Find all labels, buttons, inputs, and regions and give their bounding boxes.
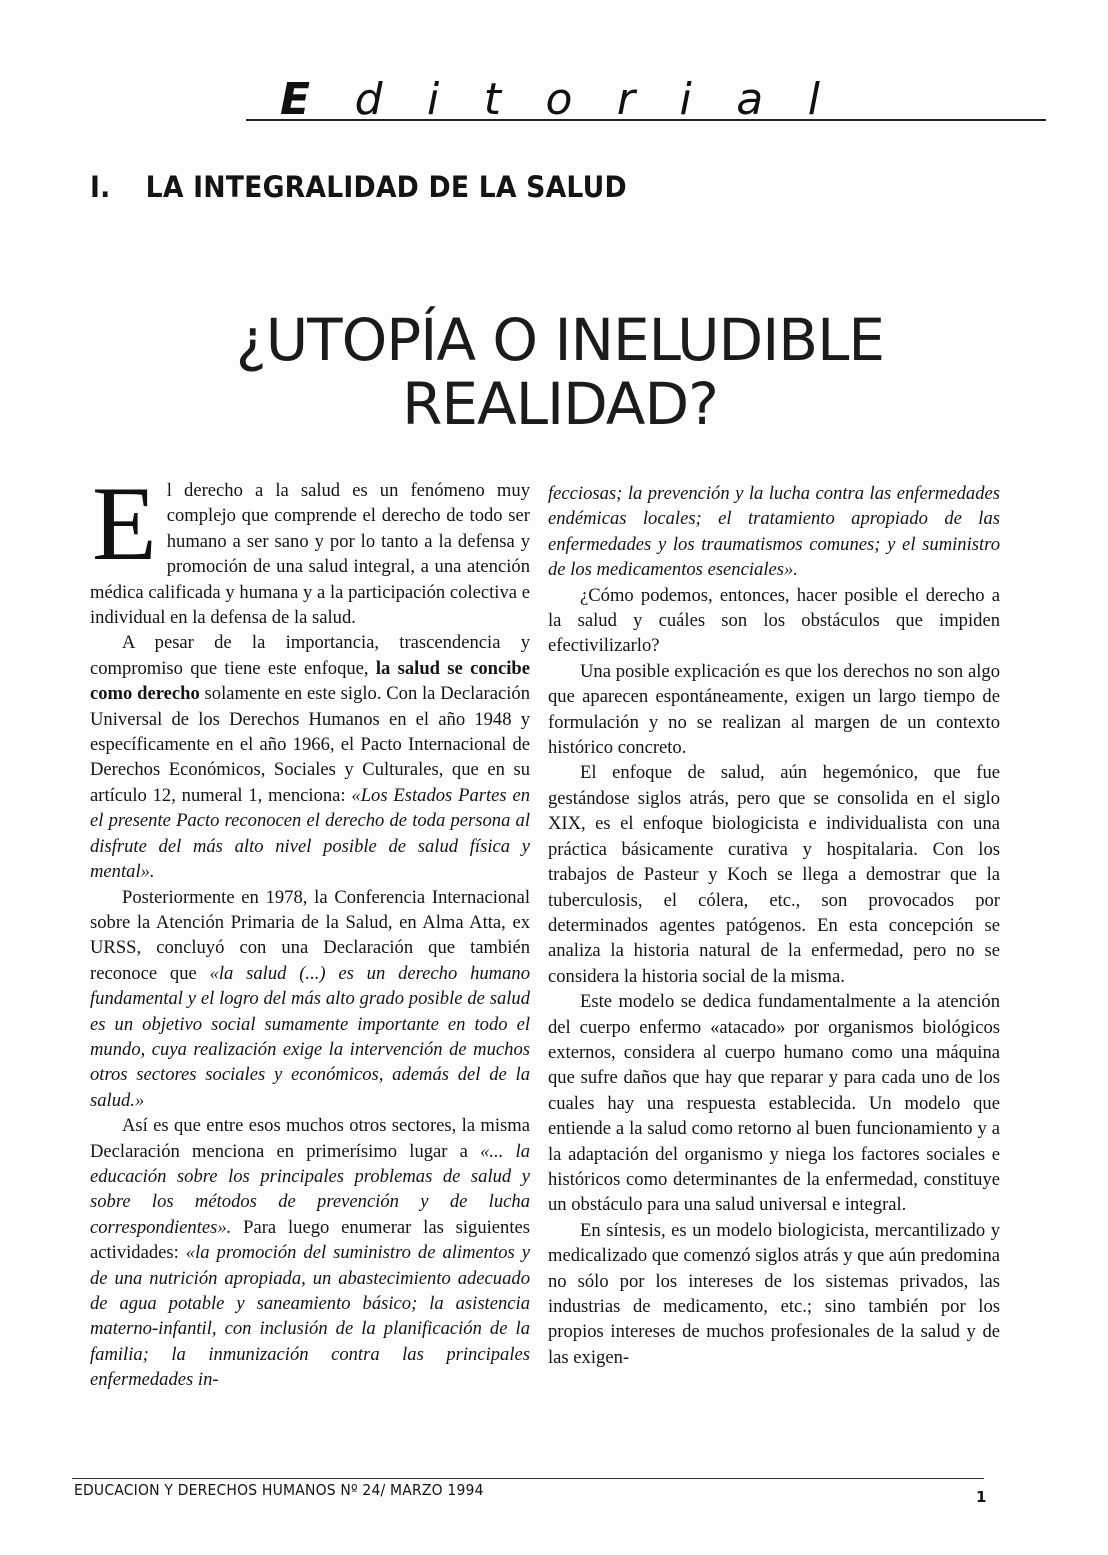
left-column: [90, 465, 531, 1393]
footer-rule: [72, 1478, 984, 1479]
paragraph: Este modelo se dedica fundamentalmente a la atención del cuerpo enfermo «atacado» por organismos biológicos externos, considera al cuerpo humano como una máquina que sufre daños que hay que reparar y para cada uno de los cuales hay una respuesta establecida. Un modelo que entiende a la salud como retorno al buen funcionamiento y a la adaptación del organismo y niega los factores sociales e históricos como determinantes de la enfermedad, constituye un obstáculo para una salud universal e integral.: [548, 991, 1000, 1216]
paragraph: Una posible explicación es que los derechos no son algo que aparecen espontáneamente, exigen un largo tiempo de formulación y no se realizan al margen de un contexto histórico concreto.: [548, 660, 1000, 759]
paragraph-text: Así es que entre esos muchos otros sectores, la misma Declaración menciona en primerísimo lugar a: [90, 1115, 530, 1162]
article-title-line: REALIDAD?: [402, 370, 718, 438]
header-letter: t: [483, 74, 501, 125]
header-letter: i: [679, 74, 692, 125]
section-heading: [90, 170, 627, 204]
header-letter: d: [354, 74, 383, 125]
header-letter: o: [545, 74, 573, 125]
paragraph-text: A pesar de la importancia, trascendencia y compromiso que tiene este enfoque,: [90, 632, 530, 679]
page-number: 1: [976, 1488, 987, 1506]
quotation: «la salud (...) es un derecho humano fundamental y el logro del más alto grado posible de salud es un objetivo social sumamente importante en todo el mundo, cuya realización exige la intervención de muchos otros sectores sociales y económicos, además del de la salud.»: [90, 962, 530, 1111]
paragraph: [90, 885, 530, 1114]
publication-footer: EDUCACION Y DERECHOS HUMANOS Nº 24/ MARZO 1994: [74, 1481, 484, 1499]
paragraph: [90, 630, 530, 884]
paragraph: [548, 481, 1000, 583]
editorial-header: [280, 74, 820, 125]
paragraph-text: solamente en este siglo. Con la Declaración Universal de los Derechos Humanos en el año 1948 y específicamente en el año 1966, el Pacto Internacional de Derechos Económicos, Sociales y Culturales, que en su artículo 12, numeral 1, menciona:: [90, 683, 530, 806]
paragraph-text: l derecho a la salud es un fenómeno muy complejo que comprende el derecho de todo ser humano a ser sano y por lo tanto a la defensa y promoción de una salud integral, a una atención médica calificada y humana y a la participación colectiva e individual en la defensa de la salud.: [90, 480, 530, 629]
paragraph: [90, 1113, 530, 1392]
paragraph-text: Posteriormente en 1978, la Conferencia Internacional sobre la Atención Primaria de la Salud, en Alma Atta, ex URSS, concluyó con una Declaración que también reconoce que: [90, 886, 530, 984]
paragraph: El enfoque de salud, aún hegemónico, que fue gestándose siglos atrás, pero que se consolida en el siglo XIX, es el enfoque biologicista e individualista con una práctica básicamente curativa y hospitalaria. Con los trabajos de Pasteur y Koch se llega a demostrar que la tuberculosis, el cólera, etc., son provocados por determinados agentes patógenos. En esta concepción se analiza la historia natural de la enfermedad, pero no se considera la historia social de la misma.: [548, 762, 1000, 987]
header-letter: l: [807, 74, 820, 125]
right-column: [548, 481, 1000, 1370]
section-title: LA INTEGRALIDAD DE LA SALUD: [145, 170, 627, 204]
drop-cap: E: [92, 465, 157, 582]
header-letter: r: [616, 74, 636, 125]
header-letter: E: [280, 74, 311, 125]
header-letter: a: [736, 74, 764, 125]
quotation: «la promoción del suministro de alimentos y de una nutrición apropiada, un abastecimiento adecuado de agua potable y saneamiento básico; la asistencia materno-infantil, con inclusión de la planificación de la familia; la inmunización contra las principales enfermedades in-: [90, 1242, 531, 1391]
paragraph-text: Para luego enumerar las siguientes actividades:: [90, 1216, 530, 1264]
article-title: [180, 308, 940, 436]
paragraph: [90, 465, 530, 630]
bold-phrase: la salud se concibe como derecho: [90, 657, 531, 705]
paragraph: ¿Cómo podemos, entonces, hacer posible el derecho a la salud y cuáles son los obstáculos que impiden efectivilizarlo?: [548, 584, 1000, 657]
quotation: fecciosas; la prevención y la lucha contra las enfermedades endémicas locales; el tratamiento apropiado de las enfermedades y los traumatismos comunes; y el suministro de los medicamentos esenciales».: [548, 483, 1000, 581]
quotation: «... la educación sobre los principales problemas de salud y sobre los métodos de prevención y de lucha correspondientes».: [90, 1140, 531, 1238]
quotation: «Los Estados Partes en el presente Pacto reconocen el derecho de toda persona al disfrute del más alto nivel posible de salud física y mental».: [90, 784, 530, 883]
header-letter: i: [427, 74, 440, 125]
paragraph: En síntesis, es un modelo biologicista, mercantilizado y medicalizado que comenzó siglos atrás y que aún predomina no sólo por los intereses de los sistemas privados, las industrias de medicamento, etc.; sino también por los propios intereses de muchos profesionales de la salud y de las exigen-: [548, 1219, 1000, 1368]
section-number: I.: [90, 170, 111, 204]
article-title-line: ¿UTOPÍA O INELUDIBLE: [235, 306, 885, 374]
header-rule: [246, 119, 1046, 121]
